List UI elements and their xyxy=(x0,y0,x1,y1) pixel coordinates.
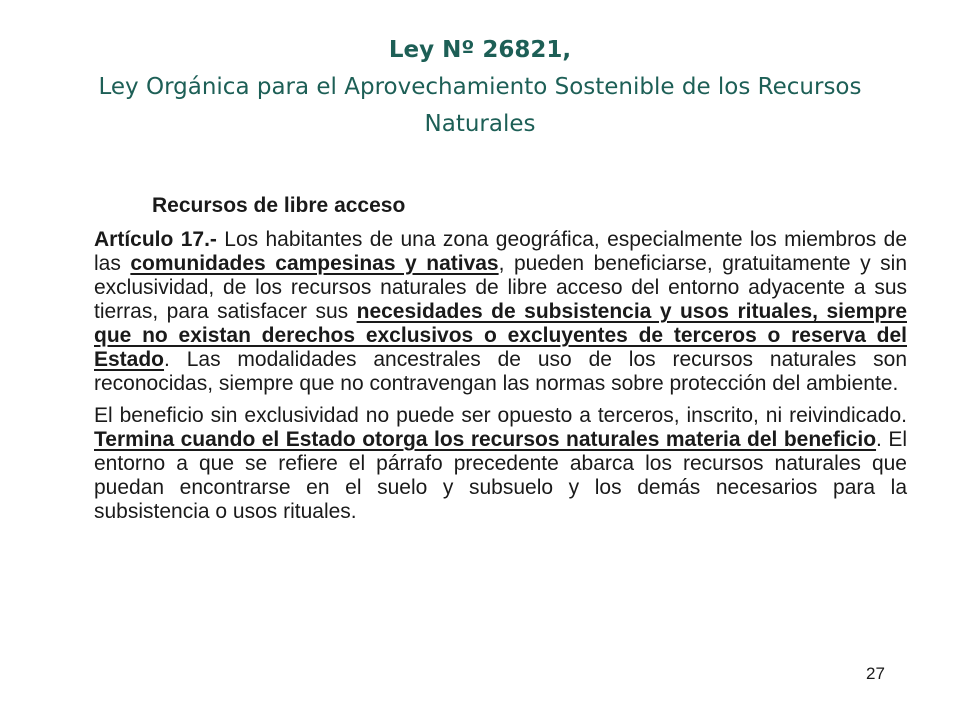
article-paragraph-1 xyxy=(94,228,907,396)
article-body xyxy=(94,228,907,532)
law-name-title: Ley Orgánica para el Aprovechamiento Sostenible de los Recursos Naturales xyxy=(98,74,862,137)
article-text: , pueden beneficiarse, gratuitamente y sin exclusividad, de los recursos naturales de libre acceso del entorno adyacente a sus tierras, para satisfacer sus xyxy=(94,252,908,323)
slide-title xyxy=(60,32,900,143)
article-paragraph-2 xyxy=(94,404,907,524)
article-text: El beneficio sin exclusividad no puede ser opuesto a terceros, inscrito, ni reivindicado. xyxy=(94,404,907,427)
law-number-title: Ley Nº 26821, xyxy=(388,37,572,63)
article-label: Artículo 17.- xyxy=(94,228,217,251)
article-text: Los habitantes de una zona geográfica, especialmente los miembros de las xyxy=(94,228,907,275)
section-heading: Recursos de libre acceso xyxy=(152,194,406,217)
underlined-phrase: Termina cuando el Estado otorga los recursos naturales materia del beneficio xyxy=(94,428,877,451)
page-number: 27 xyxy=(866,664,885,683)
article-text: . El entorno a que se refiere el párrafo precedente abarca los recursos naturales que puedan encontrarse en el suelo y subsuelo y los demás necesarios para la subsistencia o usos rituales. xyxy=(94,428,908,523)
underlined-phrase: comunidades campesinas y nativas xyxy=(130,252,499,275)
underlined-phrase: necesidades de subsistencia y usos rituales, siempre que no existan derechos exclusivos o excluyentes de terceros o reserva del Estado xyxy=(94,300,907,371)
article-text: . Las modalidades ancestrales de uso de los recursos naturales son reconocidas, siempre que no contravengan las normas sobre protección del ambiente. xyxy=(94,348,907,395)
